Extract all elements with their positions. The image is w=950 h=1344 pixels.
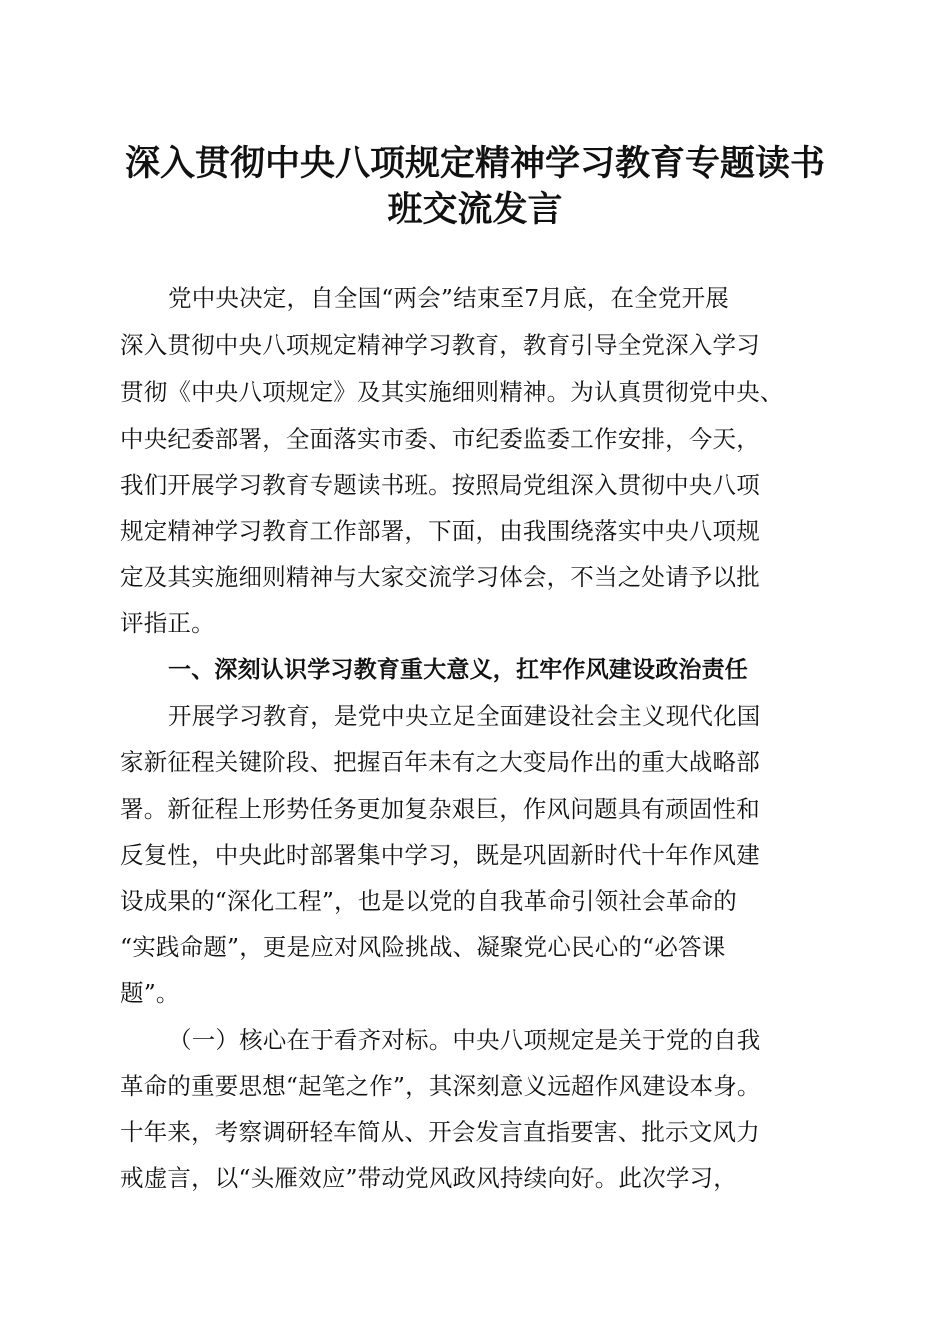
paragraph-line: 十年来，考察调研轻车简从、开会发言直指要害、批示文风力: [120, 1118, 760, 1146]
document-title-line-1: 深入贯彻中央八项规定精神学习教育专题读书: [124, 143, 825, 184]
section-heading: 一、深刻认识学习教育重大意义，扛牢作风建设政治责任: [168, 657, 748, 683]
paragraph-line: “实践命题”，更是应对风险挑战、凝聚党心民心的“必答课: [120, 933, 726, 961]
paragraph-line: 贯彻《中央八项规定》及其实施细则精神。为认真贯彻党中央、: [120, 378, 784, 406]
paragraph-line: 规定精神学习教育工作部署，下面，由我围绕落实中央八项规: [120, 517, 760, 545]
paragraph-line: 深入贯彻中央八项规定精神学习教育，教育引导全党深入学习: [120, 331, 760, 359]
paragraph-line: 我们开展学习教育专题读书班。按照局党组深入贯彻中央八项: [120, 471, 760, 499]
document-title-line-2: 班交流发言: [387, 189, 563, 230]
paragraph-line: 定及其实施细则精神与大家交流学习体会，不当之处请予以批: [120, 563, 760, 591]
paragraph-line: 党中央决定，自全国“两会”结束至7月底，在全党开展: [168, 284, 729, 312]
paragraph-line: 中央纪委部署，全面落实市委、市纪委监委工作安排，今天，: [120, 425, 760, 453]
paragraph-line: （一）核心在于看齐对标。中央八项规定是关于党的自我: [168, 1026, 761, 1054]
paragraph-line: 开展学习教育，是党中央立足全面建设社会主义现代化国: [168, 702, 761, 730]
paragraph-line: 家新征程关键阶段、把握百年未有之大变局作出的重大战略部: [120, 748, 760, 776]
paragraph-line: 戒虚言，以“头雁效应”带动党风政风持续向好。此次学习，: [120, 1164, 737, 1192]
paragraph-line: 署。新征程上形势任务更加复杂艰巨，作风问题具有顽固性和: [120, 795, 760, 823]
paragraph-line: 反复性，中央此时部署集中学习，既是巩固新时代十年作风建: [120, 841, 760, 869]
paragraph-line: 革命的重要思想“起笔之作”，其深刻意义远超作风建设本身。: [120, 1072, 761, 1100]
paragraph-line: 题”。: [120, 979, 180, 1007]
paragraph-line: 评指正。: [120, 609, 215, 637]
paragraph-line: 设成果的“深化工程”，也是以党的自我革命引领社会革命的: [120, 887, 737, 915]
